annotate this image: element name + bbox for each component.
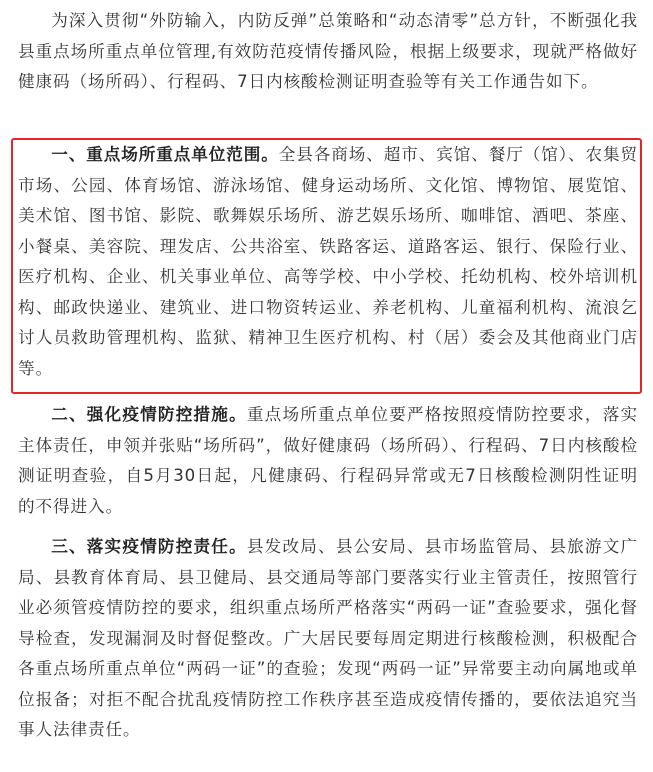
section-duty-heading: 三、落实疫情防控责任。 (51, 537, 247, 556)
section-measures-paragraph (18, 400, 638, 522)
section-duty-body: 县发改局、县公安局、县市场监管局、县旅游文广局、县教育体育局、县卫健局、县交通局等部门要落实行业主管责任，按照管行业必须管疫情防控的要求，组织重点场所严格落实“两码一证”查验要求，强化督导检查，发现漏洞及时督促整改。广大居民要每周定期进行核酸检测，积极配合各重点场所重点单位“两码一证”的查验；发现“两码一证”异常要主动向属地或单位报备；对拒不配合扰乱疫情防控工作秩序甚至造成疫情传播的，要依法追究当事人法律责任。 (18, 537, 638, 739)
section-measures-heading: 二、强化疫情防控措施。 (51, 405, 247, 424)
section-duty-paragraph (18, 532, 638, 746)
section-scope-heading: 一、重点场所重点单位范围。 (51, 145, 279, 164)
section-scope-paragraph (18, 140, 638, 384)
intro-text: 为深入贯彻“外防输入，内防反弹”总策略和“动态清零”总方针，不断强化我县重点场所重点单位管理,有效防范疫情传播风险，根据上级要求，现就严格做好健康码（场所码）、行程码、7日内核酸检测证明查验等有关工作通告如下。 (18, 11, 638, 91)
section-measures-body: 重点场所重点单位要严格按照疫情防控要求，落实主体责任，申领并张贴“场所码”，做好健康码（场所码）、行程码、7日内核酸检测证明查验，自5月30日起，凡健康码、行程码异常或无7日核酸检测阴性证明的不得进入。 (18, 405, 638, 516)
section-scope-body: 全县各商场、超市、宾馆、餐厅（馆）、农集贸市场、公园、体育场馆、游泳场馆、健身运动场所、文化馆、博物馆、展览馆、美术馆、图书馆、影院、歌舞娱乐场所、游艺娱乐场所、咖啡馆、酒吧、茶座、小餐桌、美容院、理发店、公共浴室、铁路客运、道路客运、银行、保险行业、医疗机构、企业、机关事业单位、高等学校、中小学校、托幼机构、校外培训机构、邮政快递业、建筑业、进口物资转运业、养老机构、儿童福利机构、流浪乞讨人员救助管理机构、监狱、精神卫生医疗机构、村（居）委会及其他商业门店等。 (18, 145, 638, 378)
intro-paragraph (18, 6, 638, 98)
